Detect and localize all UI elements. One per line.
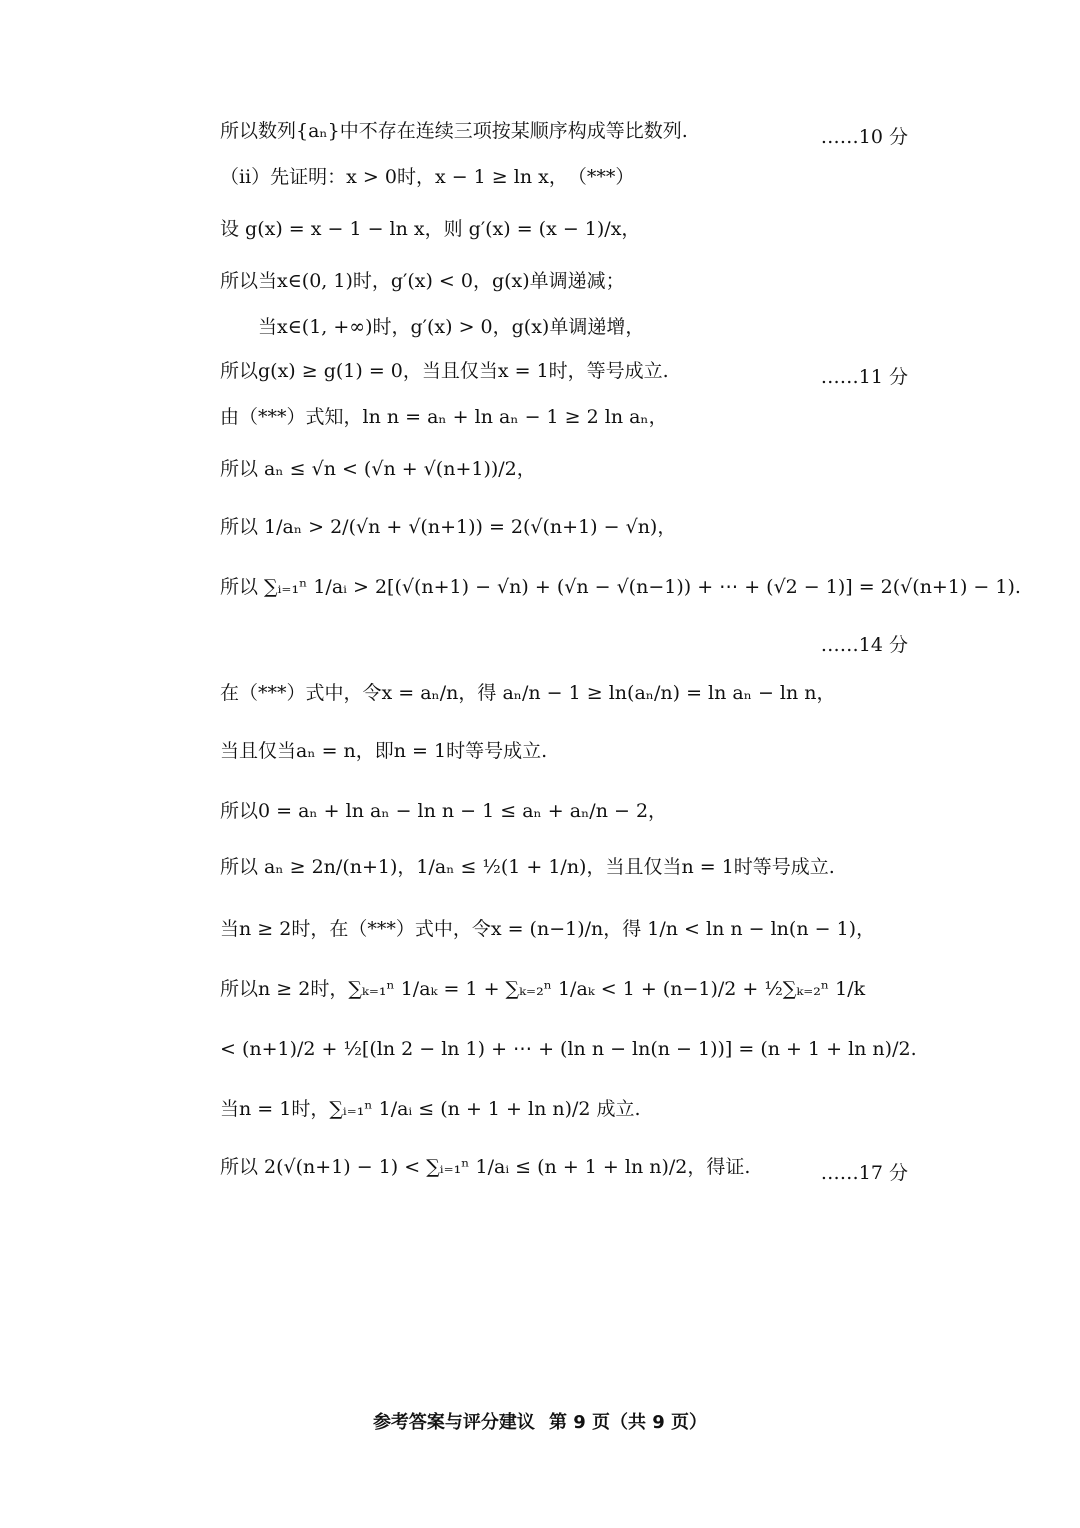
solution-line: 所以 1/aₙ > 2/(√n + √(n+1)) = 2(√(n+1) − √n)， bbox=[220, 516, 677, 538]
score-marker: ……17 分 bbox=[820, 1162, 908, 1184]
solution-line: 设 g(x) = x − 1 − ln x，则 g′(x) = (x − 1)/x， bbox=[220, 218, 641, 240]
solution-line: 当n = 1时，∑ᵢ₌₁ⁿ 1/aᵢ ≤ (n + 1 + ln n)/2 成立. bbox=[220, 1098, 641, 1120]
solution-line: 当n ≥ 2时，在（***）式中，令x = (n−1)/n，得 1/n < ln n − ln(n − 1)， bbox=[220, 918, 876, 940]
solution-line: 在（***）式中，令x = aₙ/n，得 aₙ/n − 1 ≥ ln(aₙ/n) = ln aₙ − ln n， bbox=[220, 682, 836, 704]
score-marker: ……11 分 bbox=[820, 366, 908, 388]
solution-line: 由（***）式知，ln n = aₙ + ln aₙ − 1 ≥ 2 ln aₙ， bbox=[220, 406, 668, 428]
solution-line: 所以数列{aₙ}中不存在连续三项按某顺序构成等比数列. bbox=[220, 120, 688, 142]
solution-line: （ⅱ）先证明：x > 0时，x − 1 ≥ ln x， （***） bbox=[220, 166, 635, 188]
solution-line: 所以 aₙ ≤ √n < (√n + √(n+1))/2， bbox=[220, 458, 536, 480]
page-footer bbox=[0, 1408, 1080, 1434]
solution-line: 当且仅当aₙ = n，即n = 1时等号成立. bbox=[220, 740, 548, 762]
solution-line: 当x∈(1, +∞)时，g′(x) > 0，g(x)单调递增， bbox=[258, 316, 645, 338]
solution-line: 所以 aₙ ≥ 2n/(n+1)，1/aₙ ≤ ½(1 + 1/n)，当且仅当n = 1时等号成立. bbox=[220, 856, 835, 878]
solution-line: < (n+1)/2 + ½[(ln 2 − ln 1) + ⋯ + (ln n − ln(n − 1))] = (n + 1 + ln n)/2. bbox=[220, 1038, 917, 1060]
solution-line: 所以 2(√(n+1) − 1) < ∑ᵢ₌₁ⁿ 1/aᵢ ≤ (n + 1 + ln n)/2，得证. bbox=[220, 1156, 751, 1178]
solution-line: 所以g(x) ≥ g(1) = 0，当且仅当x = 1时，等号成立. bbox=[220, 360, 669, 382]
footer-page-number: 第 9 页（共 9 页） bbox=[548, 1412, 708, 1433]
footer-title: 参考答案与评分建议 bbox=[372, 1412, 535, 1433]
score-marker: ……14 分 bbox=[820, 634, 908, 656]
solution-line: 所以0 = aₙ + ln aₙ − ln n − 1 ≤ aₙ + aₙ/n − 2， bbox=[220, 800, 668, 822]
score-marker: ……10 分 bbox=[820, 126, 908, 148]
solution-line: 所以当x∈(0, 1)时，g′(x) < 0，g(x)单调递减； bbox=[220, 270, 625, 292]
solution-line: 所以n ≥ 2时，∑ₖ₌₁ⁿ 1/aₖ = 1 + ∑ₖ₌₂ⁿ 1/aₖ < 1 + (n−1)/2 + ½∑ₖ₌₂ⁿ 1/k bbox=[220, 978, 866, 1000]
solution-line: 所以 ∑ᵢ₌₁ⁿ 1/aᵢ > 2[(√(n+1) − √n) + (√n − √(n−1)) + ⋯ + (√2 − 1)] = 2(√(n+1) − 1). bbox=[220, 576, 1021, 598]
